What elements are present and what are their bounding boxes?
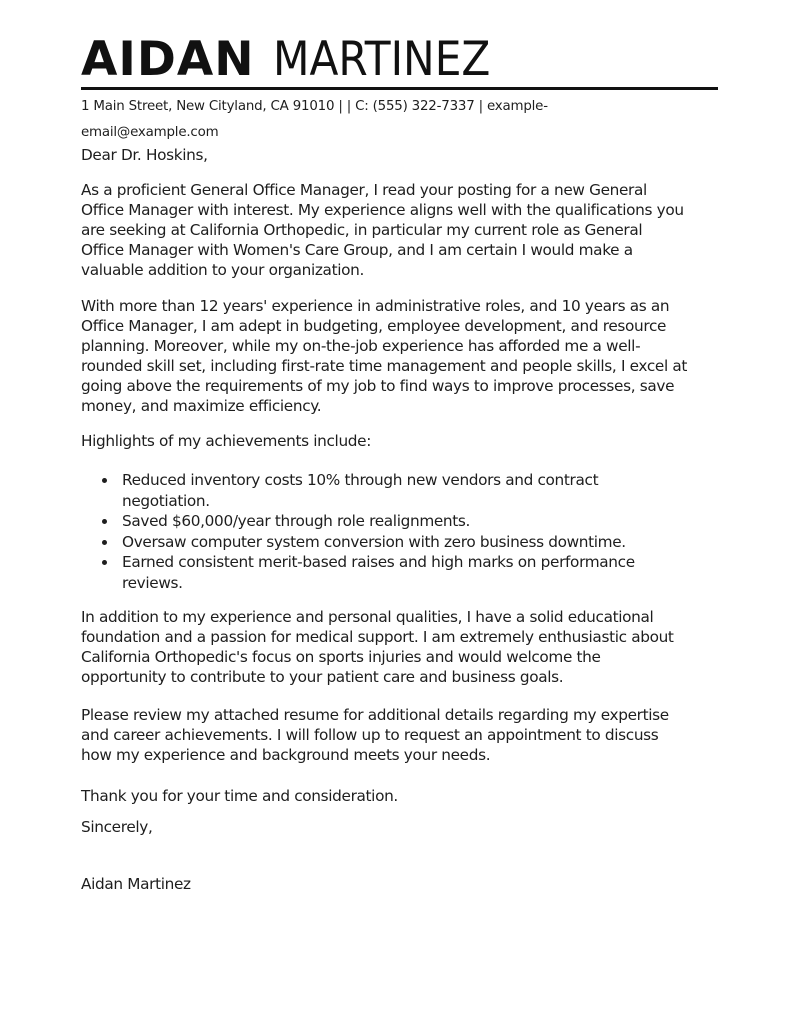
text-line: As a proficient General Office Manager, I read your posting for a new General [81,181,647,199]
text-line: California Orthopedic's focus on sports injuries and would welcome the [81,648,601,666]
text-line: Oversaw computer system conversion with zero business downtime. [122,532,626,551]
bullet-icon [102,519,107,524]
text-line: money, and maximize efficiency. [81,397,322,415]
highlight-item [81,511,721,532]
highlight-item [81,470,721,511]
contact-line: 1 Main Street, New Cityland, CA 91010 | | C: (555) 322-7337 | example- [81,99,548,114]
header-divider [81,87,718,90]
thanks-line: Thank you for your time and consideration. [81,787,398,805]
text-line: going above the requirements of my job to find ways to improve processes, save [81,377,675,395]
text-line: are seeking at California Orthopedic, in particular my current role as General [81,221,643,239]
text-line: foundation and a passion for medical support. I am extremely enthusiastic about [81,628,674,646]
text-line: valuable addition to your organization. [81,261,364,279]
bullet-icon [102,540,107,545]
bullet-icon [102,478,107,483]
bullet-icon [102,560,107,565]
text-line: opportunity to contribute to your patient care and business goals. [81,668,564,686]
highlights-intro [81,431,731,451]
text-line: Please review my attached resume for additional details regarding my expertise [81,706,669,724]
text-line: and career achievements. I will follow up to request an appointment to discuss [81,726,659,744]
signature: Aidan Martinez [81,875,191,893]
paragraph-qualities [81,607,731,687]
text-line: Earned consistent merit-based raises and high marks on performance [122,553,635,571]
text-line: Saved $60,000/year through role realignments. [122,512,471,530]
text-line: reviews. [122,573,183,592]
text-line: how my experience and background meets your needs. [81,746,491,764]
text-line: Highlights of my achievements include: [81,432,372,450]
highlights-list [81,470,721,593]
first-name: AIDAN [81,32,255,87]
applicant-name [81,34,515,86]
text-line: Office Manager with Women's Care Group, and I am certain I would make a [81,241,633,259]
paragraph-experience [81,296,731,416]
text-line: In addition to my experience and personal qualities, I have a solid educational [81,608,654,626]
paragraph-intro [81,180,731,280]
text-line: planning. Moreover, while my on-the-job experience has afforded me a well- [81,337,641,355]
text-line: rounded skill set, including first-rate time management and people skills, I excel at [81,357,688,375]
closing: Sincerely, [81,818,153,836]
salutation: Dear Dr. Hoskins, [81,146,208,164]
text-line: Office Manager, I am adept in budgeting, employee development, and resource [81,317,667,335]
text-line: negotiation. [122,491,210,510]
text-line: Office Manager with interest. My experience aligns well with the qualifications you [81,201,684,219]
highlight-item [81,552,721,593]
text-line: Reduced inventory costs 10% through new vendors and contract [122,471,599,489]
highlight-item [81,532,721,553]
text-line: With more than 12 years' experience in administrative roles, and 10 years as an [81,297,670,315]
contact-email: email@example.com [81,125,219,140]
contact-info [81,94,641,146]
paragraph-follow-up [81,705,731,765]
last-name: MARTINEZ [272,32,491,87]
